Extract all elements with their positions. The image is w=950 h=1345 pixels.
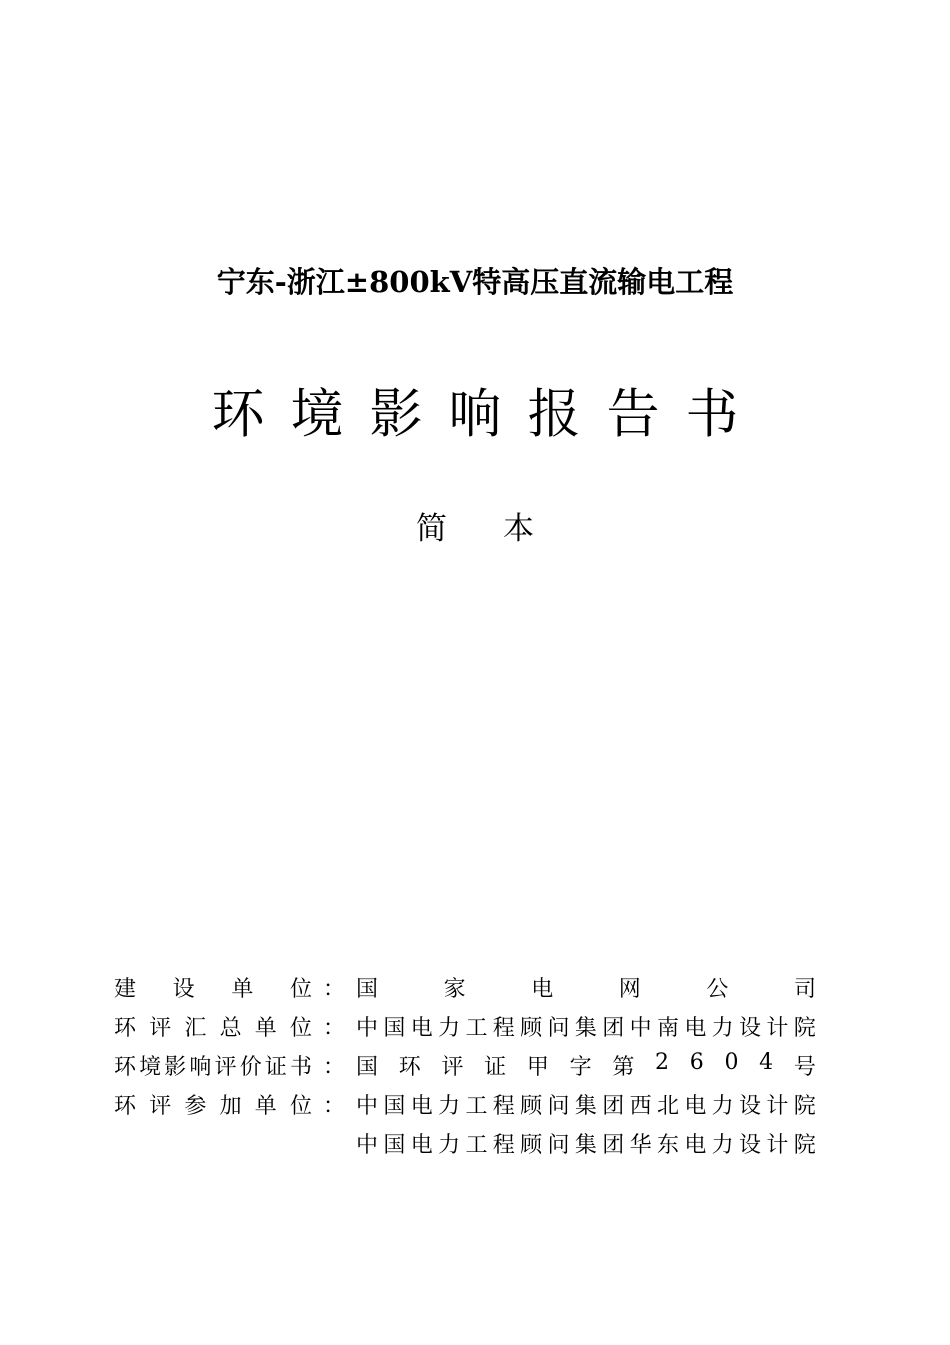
info-colon: ： <box>322 977 345 1002</box>
info-row-participants <box>114 1085 816 1124</box>
info-value: 中 国 电 力 工 程 顾 问 集 团 华 东 电 力 设 计 院 <box>356 1133 816 1158</box>
report-subtitle: 简本 <box>416 511 590 547</box>
info-value: 国 家 电 网 公 司 <box>356 977 816 1002</box>
info-colon: ： <box>322 1055 345 1080</box>
info-colon: ： <box>322 1016 345 1041</box>
info-label: 建 设 单 位 <box>114 977 312 1002</box>
info-value: 中 国 电 力 工 程 顾 问 集 团 西 北 电 力 设 计 院 <box>356 1094 816 1119</box>
info-value: 中 国 电 力 工 程 顾 问 集 团 中 南 电 力 设 计 院 <box>356 1016 816 1041</box>
info-row-summary-unit <box>114 1007 816 1046</box>
info-label: 环 评 汇 总 单 位 <box>114 1016 312 1041</box>
info-block <box>114 968 816 1163</box>
project-title: 宁东-浙江±800kV特高压直流输电工程 <box>216 265 734 299</box>
info-row-builder <box>114 968 816 1007</box>
info-row-participants-cont <box>114 1124 816 1163</box>
info-row-certificate <box>114 1046 816 1085</box>
report-title: 环境影响报告书 <box>211 384 765 445</box>
info-label: 环 境 影 响 评 价 证 书 <box>114 1055 312 1080</box>
info-colon: ： <box>322 1094 345 1119</box>
info-label: 环 评 参 加 单 位 <box>114 1094 312 1119</box>
info-value: 国 环 评 证 甲 字 第 2 6 0 4 号 <box>356 1050 816 1080</box>
